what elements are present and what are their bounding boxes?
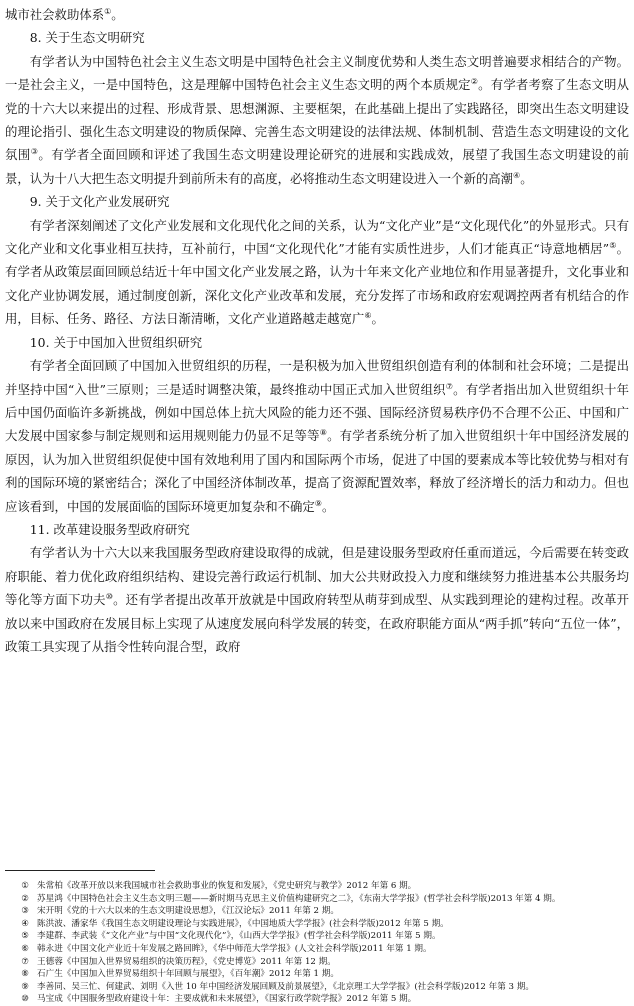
- footnote-number: ②: [21, 893, 29, 904]
- footnote-ref[interactable]: ⑩: [105, 592, 114, 602]
- footnote-divider: [5, 870, 155, 871]
- footnote-number: ⑥: [21, 943, 29, 954]
- footnote-item: [5, 880, 629, 893]
- text-run: 。: [321, 498, 335, 514]
- footnote-item: [5, 981, 629, 994]
- footnote-number: ③: [21, 906, 29, 917]
- section-heading: 9. 关于文化产业发展研究: [29, 194, 170, 210]
- footnote-text: 李建群、李武装《“文化产业”与中国“文化现代化”》，《山西大学学报》(哲学社会科学版)2011 年第 5 期。: [37, 931, 441, 942]
- footnote-ref[interactable]: ③: [30, 147, 39, 157]
- footnote-text: 苏星鸿《中国特色社会主义生态文明三题——新时期马克思主义价值构建研究之二》，《东南大学学报》(哲学社会科学版)2013 年第 4 期。: [37, 893, 561, 904]
- section-paragraph: [5, 214, 629, 331]
- footnote-number: ④: [21, 918, 29, 929]
- footnote-number: ⑧: [21, 969, 29, 980]
- footnote-ref[interactable]: ⑤: [609, 240, 617, 250]
- section-heading: 11. 改革建设服务型政府研究: [29, 521, 190, 537]
- footnote-ref[interactable]: ⑦: [445, 381, 454, 391]
- footnote-item: [5, 993, 629, 1006]
- footnote-item: [5, 905, 629, 918]
- footnote-number: ⑩: [21, 994, 29, 1005]
- footnote-text: 王德蓉《中国加入世界贸易组织的决策历程》，《党史博览》2011 年第 12 期。: [37, 956, 336, 967]
- footnote-text: 宋开明《党的十六大以来的生态文明建设思想》，《江汉论坛》2011 年第 2 期。: [37, 906, 339, 917]
- footnote-text: 李善同、吴三忙、何建武、刘明《入世 10 年中国经济发展回顾及前景展望》，《北京理工大学学报》(社会科学版)2012 年第 3 期。: [37, 981, 534, 992]
- footnote-text: 陈洪波、潘家华《我国生态文明建设理论与实践进展》，《中国地质大学学报》(社会科学版)2012 年第 5 期。: [37, 918, 449, 929]
- footnote-ref[interactable]: ②: [470, 77, 479, 87]
- footnote-item: [5, 930, 629, 943]
- text-run: 有学者全面回顾了中国加入世贸组织的历程，一是积极为加入世贸组织创造有利的体制和社会环境；二是提出并坚持中国“入世”三原则；三是适时调整决策，最终推动中国正式加入世贸组织: [5, 358, 629, 397]
- text-run: 。: [520, 170, 533, 186]
- footnote-text: 马宝成《中国服务型政府建设十年：主要成就和未来展望》，《国家行政学院学报》2012 年第 5 期。: [37, 994, 417, 1005]
- footnote-item: [5, 956, 629, 969]
- section-paragraph: [5, 541, 629, 658]
- footnotes: [5, 880, 629, 1006]
- footnote-text: 石广生《中国加入世界贸易组织十年回顾与展望》，《百年潮》2012 年第 1 期。: [37, 969, 339, 980]
- main-text: [5, 3, 629, 658]
- footnote-text: 韩永进《中国文化产业近十年发展之路回眸》，《华中师范大学学报》(人文社会科学版)2011 年第 1 期。: [37, 943, 432, 954]
- footnote-number: ⑨: [21, 981, 29, 992]
- text-run: 有学者深刻阐述了文化产业发展和文化现代化之间的关系，认为“文化产业”是“文化现代化”的外显形式。只有文化产业和文化事业相互扶持，互补前行，中国“文化现代化”才能有实质性进步，人们才能真正“诗意地栖居”: [5, 217, 629, 257]
- footnote-text: 朱常柏《改革开放以来我国城市社会救助事业的恢复和发展》，《党史研究与教学》2012 年第 6 期。: [37, 881, 417, 891]
- footnote-ref[interactable]: ⑨: [314, 498, 322, 508]
- footnote-item: [5, 893, 629, 906]
- intro-text: 城市社会救助体系: [5, 7, 105, 22]
- footnote-ref[interactable]: ⑥: [364, 311, 372, 321]
- text-run: 。有学者指出加入世贸组织十年后中国仍面临许多新挑战，例如中国总体上抗大风险的能力还不强、国际经济贸易秩序仍不合理不公正、中国和广大发展中国家参与制定规则和运用规则能力仍显不足等等: [5, 381, 630, 444]
- footnote-item: [5, 918, 629, 931]
- section-paragraph: [5, 50, 629, 190]
- intro-paragraph: 城市社会救助体系①。: [5, 6, 124, 22]
- footnote-ref[interactable]: ①: [104, 6, 112, 16]
- section-heading: 10. 关于中国加入世贸组织研究: [29, 334, 203, 350]
- footnote-item: [5, 943, 629, 956]
- text-run: 。: [371, 311, 384, 327]
- footnote-number: ⑦: [21, 956, 29, 967]
- footnote-ref[interactable]: ④: [513, 170, 521, 180]
- section-heading: 8. 关于生态文明研究: [29, 30, 145, 46]
- footnote-number: ⑤: [21, 931, 29, 942]
- footnote-ref[interactable]: ⑧: [319, 428, 328, 438]
- footnote-item: [5, 968, 629, 981]
- text-run: 。有学者全面回顾和评述了我国生态文明建设理论研究的进展和实践成效，展望了我国生态文明建设的前景，认为十八大把生态文明提升到前所未有的高度，必将推动生态文明建设进入一个新的高潮: [5, 147, 630, 186]
- footnote-number: ①: [21, 881, 29, 891]
- section-paragraph: [5, 354, 629, 518]
- text-run: 有学者认为十六大以来我国服务型政府建设取得的成就，但是建设服务型政府任重而道远，今后需要在转变政府职能、着力优化政府组织结构、建设完善行政运行机制、加大公共财政投入力度和继续努力推进基本公共服务均等化等方面下功夫: [5, 545, 629, 608]
- text-run: 。有学者从政策层面回顾总结近十年中国文化产业发展之路，认为十年来文化产业地位和作用显著提升，文化事业和文化产业协调发展，通过制度创新，深化文化产业改革和发展，充分发挥了市场和政府宏观调控两者有机结合的作用，目标、任务、路径、方法日渐清晰，文化产业道路越走越宽广: [5, 241, 629, 327]
- text-run: 有学者认为中国特色社会主义生态文明是中国特色社会主义制度优势和人类生态文明普遍要求相结合的产物。一是社会主义，一是中国特色，这是理解中国特色社会主义生态文明的两个本质规定: [5, 53, 629, 93]
- text-run: 。有学者系统分析了加入世贸组织十年中国经济发展的原因，认为加入世贸组织促使中国有效地利用了国内和国际两个市场，促进了中国的要素成本等比较优势与相对有利的国际环境的紧密结合；深化了中国经济体制改革，提高了资源配置效率，释放了经济增长的活力和动力。但也应该看到，中国的发展面临的国际环境更加复杂和不确定: [5, 428, 630, 514]
- text-run: 。还有学者提出改革开放就是中国政府转型从萌芽到成型、从实践到理论的建构过程。改革开放以来中国政府在发展目标上实现了从速度发展向科学发展的转变，在政府职能方面从“两手抓”转向“五位一体”，政策工具实现了从指令性转向混合型，政府: [5, 592, 630, 654]
- text-run: 。有学者考察了生态文明从党的十六大以来提出的过程、形成背景、思想渊源、主要框架，在此基础上提出了实践路径，即突出生态文明建设的理论指引、强化生态文明建设的物质保障、完善生态文明建设的法律法规、体制机制、营造生态文明建设的文化氛围: [5, 77, 630, 163]
